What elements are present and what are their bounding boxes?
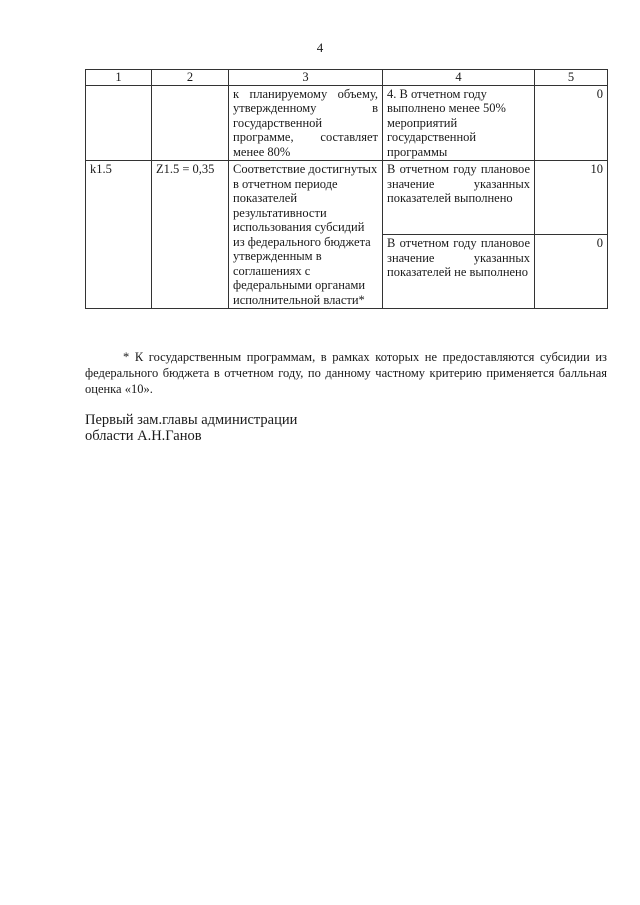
header-cell: 1 [86, 70, 152, 86]
page-number: 4 [316, 40, 324, 55]
condition-cell: В отчетном году плановое значение указанных показателей выполнено [383, 161, 535, 235]
table-row [86, 85, 608, 161]
signature-line: Первый зам.главы администрации [85, 412, 298, 428]
header-cell: 3 [229, 70, 383, 86]
weight-cell: Z1.5 = 0,35 [152, 161, 229, 309]
table-cell-empty [152, 85, 229, 161]
table-header-row [86, 70, 608, 86]
signature-block [85, 412, 297, 444]
score-cell: 0 [535, 235, 608, 309]
condition-cell: В отчетном году плановое значение указанных показателей не выполнено [383, 235, 535, 309]
condition-cell: 4. В отчетном году выполнено менее 50% мероприятий государственной программы [383, 85, 535, 161]
table-cell-empty [86, 85, 152, 161]
criterion-code-cell: k1.5 [86, 161, 152, 309]
criterion-cell: к планируемому объему, утвержденному в государственной программе, составляет менее 80% [229, 85, 383, 161]
signature-line: области А.Н.Ганов [85, 428, 202, 444]
footnote: * К государственным программам, в рамках которых не предоставляются субсидии из федерального бюджета в отчетном году, по данному частному критерию применяется балльная оценка «10». [85, 350, 607, 396]
score-cell: 0 [535, 85, 608, 161]
criterion-cell: Соответствие достигнутых в отчетном периоде показателей результативности использования субсидий из федерального бюджета утвержденным в соглашениях с федеральными органами исполнительной власти* [229, 161, 383, 309]
header-cell: 4 [383, 70, 535, 86]
header-cell: 5 [535, 70, 608, 86]
score-cell: 10 [535, 161, 608, 235]
table-row [86, 161, 608, 235]
header-cell: 2 [152, 70, 229, 86]
criteria-table [85, 69, 608, 309]
